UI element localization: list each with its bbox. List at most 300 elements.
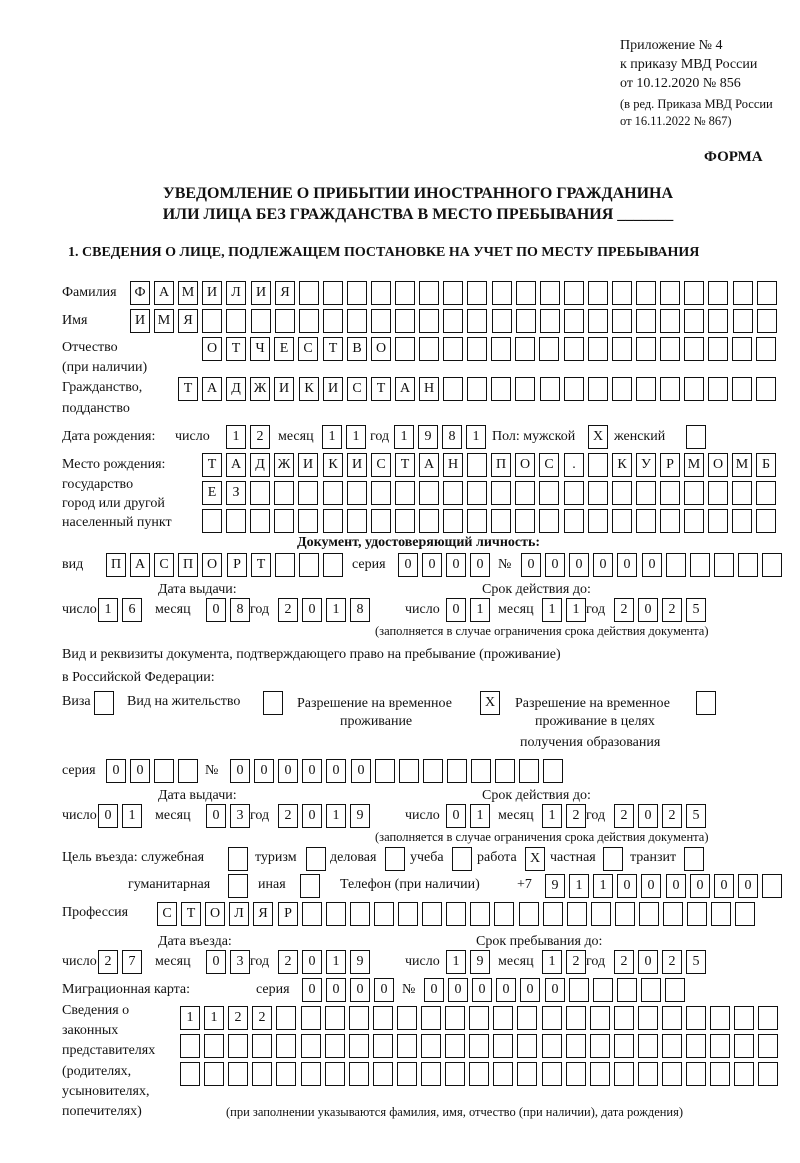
char-box-entry-day[interactable]: 7 — [122, 950, 142, 974]
char-box-birth-place-2[interactable] — [371, 481, 391, 505]
char-box-birth-year[interactable]: 1 — [394, 425, 414, 449]
char-box-id-number[interactable] — [666, 553, 686, 577]
char-box-citizenship[interactable]: А — [202, 377, 222, 401]
char-box-name[interactable] — [467, 309, 487, 333]
char-box-reps-2[interactable] — [614, 1034, 634, 1058]
char-box-entry-year[interactable]: 1 — [326, 950, 346, 974]
char-box-id-issue-year[interactable]: 1 — [326, 598, 346, 622]
char-box-surname[interactable] — [708, 281, 728, 305]
char-box-birth-place-1[interactable]: М — [732, 453, 752, 477]
char-box-name[interactable] — [757, 309, 777, 333]
char-box-surname[interactable] — [612, 281, 632, 305]
char-box-stay-valid-day[interactable]: 0 — [446, 804, 466, 828]
char-box-patronymic[interactable] — [564, 337, 584, 361]
char-box-reps-2[interactable] — [710, 1034, 730, 1058]
char-box-reps-1[interactable] — [614, 1006, 634, 1030]
char-box-id-number[interactable] — [762, 553, 782, 577]
char-box-birth-place-1[interactable]: Т — [395, 453, 415, 477]
char-box-reps-1[interactable] — [662, 1006, 682, 1030]
char-box-citizenship[interactable] — [756, 377, 776, 401]
char-box-until-month[interactable]: 2 — [566, 950, 586, 974]
char-box-birth-place-3[interactable] — [732, 509, 752, 533]
char-box-patronymic[interactable]: О — [202, 337, 222, 361]
char-box-name[interactable] — [323, 309, 343, 333]
char-box-birth-place-1[interactable]: Б — [756, 453, 776, 477]
char-box-birth-place-3[interactable] — [395, 509, 415, 533]
char-box-mc-number[interactable]: 0 — [545, 978, 565, 1002]
char-box-id-issue-year[interactable]: 8 — [350, 598, 370, 622]
char-box-stay-number[interactable] — [543, 759, 563, 783]
char-box-mc-number[interactable] — [569, 978, 589, 1002]
char-box-reps-3[interactable] — [204, 1062, 224, 1086]
char-box-profession[interactable]: Т — [181, 902, 201, 926]
char-box-name[interactable] — [251, 309, 271, 333]
char-box-profession[interactable] — [519, 902, 539, 926]
char-box-reps-1[interactable] — [421, 1006, 441, 1030]
char-box-reps-1[interactable] — [517, 1006, 537, 1030]
char-box-reps-1[interactable] — [686, 1006, 706, 1030]
char-box-name[interactable] — [299, 309, 319, 333]
char-box-reps-2[interactable] — [373, 1034, 393, 1058]
char-box-stay-issue-day[interactable]: 0 — [98, 804, 118, 828]
char-box-patronymic[interactable]: Е — [274, 337, 294, 361]
char-box-citizenship[interactable]: К — [299, 377, 319, 401]
char-box-patronymic[interactable] — [708, 337, 728, 361]
char-box-citizenship[interactable]: И — [323, 377, 343, 401]
char-box-stay-number[interactable]: 0 — [326, 759, 346, 783]
char-box-entry-year[interactable]: 2 — [278, 950, 298, 974]
char-box-patronymic[interactable] — [684, 337, 704, 361]
char-box-reps-2[interactable] — [252, 1034, 272, 1058]
char-box-until-year[interactable]: 0 — [638, 950, 658, 974]
char-box-stay-valid-year[interactable]: 0 — [638, 804, 658, 828]
char-box-birth-place-1[interactable]: У — [636, 453, 656, 477]
char-box-reps-3[interactable] — [566, 1062, 586, 1086]
char-box-name[interactable] — [708, 309, 728, 333]
char-box-reps-3[interactable] — [590, 1062, 610, 1086]
char-box-birth-place-3[interactable] — [756, 509, 776, 533]
char-box-id-kind[interactable]: П — [178, 553, 198, 577]
char-box-birth-place-3[interactable] — [539, 509, 559, 533]
char-box-birth-place-3[interactable] — [250, 509, 270, 533]
char-box-name[interactable] — [733, 309, 753, 333]
char-box-entry-month[interactable]: 3 — [230, 950, 250, 974]
char-box-id-kind[interactable] — [299, 553, 319, 577]
char-box-reps-1[interactable] — [710, 1006, 730, 1030]
char-box-birth-place-3[interactable] — [612, 509, 632, 533]
char-box-until-day[interactable]: 9 — [470, 950, 490, 974]
char-box-name[interactable] — [347, 309, 367, 333]
char-box-reps-2[interactable] — [517, 1034, 537, 1058]
char-box-surname[interactable]: М — [178, 281, 198, 305]
char-box-surname[interactable] — [757, 281, 777, 305]
char-box-surname[interactable] — [636, 281, 656, 305]
char-box-id-kind[interactable]: П — [106, 553, 126, 577]
char-box-birth-place-1[interactable]: И — [298, 453, 318, 477]
char-box-citizenship[interactable] — [612, 377, 632, 401]
char-box-profession[interactable]: Л — [229, 902, 249, 926]
char-box-reps-3[interactable] — [710, 1062, 730, 1086]
char-box-stay-number[interactable] — [423, 759, 443, 783]
char-box-profession[interactable]: С — [157, 902, 177, 926]
char-box-patronymic[interactable] — [539, 337, 559, 361]
char-box-citizenship[interactable]: Т — [178, 377, 198, 401]
char-box-patronymic[interactable] — [491, 337, 511, 361]
char-box-entry-day[interactable]: 2 — [98, 950, 118, 974]
char-box-birth-place-2[interactable] — [684, 481, 704, 505]
char-box-reps-2[interactable] — [276, 1034, 296, 1058]
char-box-reps-3[interactable] — [301, 1062, 321, 1086]
char-box-profession[interactable] — [615, 902, 635, 926]
char-box-phone[interactable]: 0 — [641, 874, 661, 898]
char-box-stay-number[interactable]: 0 — [230, 759, 250, 783]
char-box-mc-number[interactable] — [617, 978, 637, 1002]
char-box-surname[interactable]: И — [202, 281, 222, 305]
char-box-surname[interactable] — [684, 281, 704, 305]
char-box-id-number[interactable] — [714, 553, 734, 577]
char-box-name[interactable] — [684, 309, 704, 333]
char-box-phone[interactable]: 0 — [690, 874, 710, 898]
char-box-profession[interactable] — [591, 902, 611, 926]
char-box-birth-place-3[interactable] — [323, 509, 343, 533]
char-box-mc-number[interactable] — [665, 978, 685, 1002]
char-box-surname[interactable]: Я — [275, 281, 295, 305]
char-box-reps-2[interactable] — [204, 1034, 224, 1058]
char-box-name[interactable] — [419, 309, 439, 333]
char-box-reps-3[interactable] — [397, 1062, 417, 1086]
char-box-birth-place-2[interactable] — [443, 481, 463, 505]
char-box-id-valid-year[interactable]: 2 — [614, 598, 634, 622]
char-box-birth-year[interactable]: 9 — [418, 425, 438, 449]
char-box-name[interactable] — [516, 309, 536, 333]
char-box-id-number[interactable]: 0 — [545, 553, 565, 577]
char-box-profession[interactable] — [398, 902, 418, 926]
char-box-surname[interactable] — [516, 281, 536, 305]
char-box-citizenship[interactable]: А — [395, 377, 415, 401]
char-box-patronymic[interactable]: С — [298, 337, 318, 361]
char-box-reps-3[interactable] — [614, 1062, 634, 1086]
char-box-id-kind[interactable]: А — [130, 553, 150, 577]
char-box-mc-number[interactable] — [593, 978, 613, 1002]
char-box-phone[interactable] — [762, 874, 782, 898]
char-box-surname[interactable] — [323, 281, 343, 305]
checkbox-p-study[interactable] — [452, 847, 472, 871]
char-box-until-month[interactable]: 1 — [542, 950, 562, 974]
char-box-stay-series[interactable]: 0 — [106, 759, 126, 783]
char-box-citizenship[interactable] — [467, 377, 487, 401]
char-box-stay-valid-year[interactable]: 2 — [662, 804, 682, 828]
char-box-name[interactable] — [588, 309, 608, 333]
char-box-mc-series[interactable]: 0 — [302, 978, 322, 1002]
char-box-reps-1[interactable] — [301, 1006, 321, 1030]
char-box-birth-place-2[interactable] — [756, 481, 776, 505]
char-box-reps-3[interactable] — [686, 1062, 706, 1086]
checkbox-p-tourism[interactable] — [306, 847, 326, 871]
char-box-id-number[interactable]: 0 — [521, 553, 541, 577]
char-box-reps-3[interactable] — [662, 1062, 682, 1086]
char-box-name[interactable] — [443, 309, 463, 333]
char-box-patronymic[interactable] — [419, 337, 439, 361]
char-box-profession[interactable] — [374, 902, 394, 926]
char-box-phone[interactable]: 0 — [666, 874, 686, 898]
char-box-stay-number[interactable]: 0 — [302, 759, 322, 783]
char-box-surname[interactable]: Ф — [130, 281, 150, 305]
char-box-reps-1[interactable] — [493, 1006, 513, 1030]
char-box-birth-day[interactable]: 1 — [226, 425, 246, 449]
char-box-birth-place-2[interactable] — [395, 481, 415, 505]
char-box-birth-place-3[interactable] — [564, 509, 584, 533]
checkbox-trp-edu[interactable] — [696, 691, 716, 715]
checkbox-sex-female[interactable] — [686, 425, 706, 449]
char-box-patronymic[interactable]: О — [371, 337, 391, 361]
char-box-phone[interactable]: 1 — [593, 874, 613, 898]
char-box-reps-2[interactable] — [469, 1034, 489, 1058]
char-box-birth-place-1[interactable]: С — [371, 453, 391, 477]
char-box-birth-place-2[interactable] — [660, 481, 680, 505]
char-box-id-number[interactable] — [690, 553, 710, 577]
char-box-reps-3[interactable] — [445, 1062, 465, 1086]
char-box-birth-place-2[interactable] — [732, 481, 752, 505]
char-box-reps-2[interactable] — [301, 1034, 321, 1058]
char-box-stay-issue-year[interactable]: 1 — [326, 804, 346, 828]
char-box-reps-1[interactable] — [445, 1006, 465, 1030]
char-box-citizenship[interactable] — [684, 377, 704, 401]
char-box-reps-2[interactable] — [397, 1034, 417, 1058]
char-box-birth-place-1[interactable]: С — [539, 453, 559, 477]
char-box-profession[interactable] — [543, 902, 563, 926]
char-box-birth-place-1[interactable]: М — [684, 453, 704, 477]
char-box-name[interactable] — [371, 309, 391, 333]
char-box-profession[interactable] — [470, 902, 490, 926]
char-box-mc-number[interactable]: 0 — [496, 978, 516, 1002]
char-box-id-issue-day[interactable]: 1 — [98, 598, 118, 622]
char-box-name[interactable] — [275, 309, 295, 333]
char-box-reps-1[interactable] — [349, 1006, 369, 1030]
char-box-birth-place-3[interactable] — [202, 509, 222, 533]
char-box-birth-place-1[interactable]: А — [419, 453, 439, 477]
char-box-phone[interactable]: 0 — [738, 874, 758, 898]
char-box-birth-place-3[interactable] — [708, 509, 728, 533]
char-box-patronymic[interactable] — [588, 337, 608, 361]
char-box-patronymic[interactable] — [395, 337, 415, 361]
char-box-phone[interactable]: 1 — [569, 874, 589, 898]
char-box-stay-number[interactable]: 0 — [254, 759, 274, 783]
char-box-id-kind[interactable] — [275, 553, 295, 577]
char-box-birth-place-2[interactable] — [347, 481, 367, 505]
char-box-surname[interactable] — [540, 281, 560, 305]
char-box-reps-3[interactable] — [276, 1062, 296, 1086]
char-box-surname[interactable] — [733, 281, 753, 305]
char-box-birth-year[interactable]: 1 — [466, 425, 486, 449]
char-box-reps-3[interactable] — [734, 1062, 754, 1086]
char-box-id-number[interactable]: 0 — [642, 553, 662, 577]
char-box-patronymic[interactable]: В — [347, 337, 367, 361]
char-box-profession[interactable]: О — [205, 902, 225, 926]
char-box-birth-place-3[interactable] — [419, 509, 439, 533]
char-box-birth-year[interactable]: 8 — [442, 425, 462, 449]
char-box-id-kind[interactable]: О — [202, 553, 222, 577]
char-box-name[interactable]: М — [154, 309, 174, 333]
char-box-stay-valid-year[interactable]: 2 — [614, 804, 634, 828]
char-box-reps-1[interactable] — [566, 1006, 586, 1030]
char-box-reps-2[interactable] — [590, 1034, 610, 1058]
char-box-birth-place-1[interactable] — [467, 453, 487, 477]
char-box-reps-1[interactable] — [638, 1006, 658, 1030]
char-box-reps-1[interactable]: 1 — [180, 1006, 200, 1030]
char-box-profession[interactable] — [446, 902, 466, 926]
char-box-reps-3[interactable] — [758, 1062, 778, 1086]
char-box-citizenship[interactable]: Д — [226, 377, 246, 401]
char-box-reps-3[interactable] — [469, 1062, 489, 1086]
char-box-patronymic[interactable]: Ч — [250, 337, 270, 361]
char-box-citizenship[interactable]: Т — [371, 377, 391, 401]
char-box-reps-1[interactable]: 2 — [252, 1006, 272, 1030]
char-box-name[interactable] — [395, 309, 415, 333]
checkbox-residence[interactable] — [263, 691, 283, 715]
char-box-surname[interactable]: А — [154, 281, 174, 305]
char-box-id-valid-year[interactable]: 0 — [638, 598, 658, 622]
char-box-reps-1[interactable] — [590, 1006, 610, 1030]
char-box-stay-issue-month[interactable]: 3 — [230, 804, 250, 828]
char-box-profession[interactable] — [711, 902, 731, 926]
char-box-reps-1[interactable] — [469, 1006, 489, 1030]
char-box-entry-year[interactable]: 0 — [302, 950, 322, 974]
char-box-name[interactable] — [226, 309, 246, 333]
char-box-birth-place-1[interactable]: П — [491, 453, 511, 477]
char-box-reps-3[interactable] — [325, 1062, 345, 1086]
char-box-profession[interactable]: Я — [253, 902, 273, 926]
char-box-patronymic[interactable] — [443, 337, 463, 361]
char-box-reps-1[interactable]: 1 — [204, 1006, 224, 1030]
char-box-until-year[interactable]: 2 — [662, 950, 682, 974]
char-box-id-number[interactable]: 0 — [593, 553, 613, 577]
char-box-surname[interactable] — [419, 281, 439, 305]
checkbox-visa[interactable] — [94, 691, 114, 715]
char-box-phone[interactable]: 0 — [714, 874, 734, 898]
char-box-citizenship[interactable] — [732, 377, 752, 401]
char-box-patronymic[interactable] — [515, 337, 535, 361]
char-box-patronymic[interactable] — [636, 337, 656, 361]
char-box-id-series[interactable]: 0 — [422, 553, 442, 577]
char-box-birth-place-2[interactable] — [612, 481, 632, 505]
char-box-birth-place-2[interactable] — [250, 481, 270, 505]
char-box-reps-3[interactable] — [638, 1062, 658, 1086]
checkbox-p-transit[interactable] — [684, 847, 704, 871]
char-box-reps-2[interactable] — [421, 1034, 441, 1058]
char-box-reps-2[interactable] — [638, 1034, 658, 1058]
char-box-mc-number[interactable]: 0 — [472, 978, 492, 1002]
char-box-id-number[interactable] — [738, 553, 758, 577]
char-box-id-kind[interactable]: С — [154, 553, 174, 577]
char-box-birth-place-3[interactable] — [491, 509, 511, 533]
char-box-reps-2[interactable] — [325, 1034, 345, 1058]
char-box-profession[interactable] — [302, 902, 322, 926]
char-box-citizenship[interactable]: Ж — [250, 377, 270, 401]
char-box-reps-3[interactable] — [517, 1062, 537, 1086]
char-box-name[interactable] — [492, 309, 512, 333]
char-box-patronymic[interactable] — [660, 337, 680, 361]
char-box-name[interactable]: Я — [178, 309, 198, 333]
char-box-surname[interactable] — [564, 281, 584, 305]
char-box-surname[interactable] — [467, 281, 487, 305]
checkbox-p-humanitarian[interactable] — [228, 874, 248, 898]
char-box-surname[interactable] — [299, 281, 319, 305]
char-box-birth-place-3[interactable] — [588, 509, 608, 533]
char-box-stay-series[interactable]: 0 — [130, 759, 150, 783]
char-box-stay-valid-month[interactable]: 2 — [566, 804, 586, 828]
char-box-birth-place-3[interactable] — [298, 509, 318, 533]
checkbox-trp[interactable]: X — [480, 691, 500, 715]
char-box-entry-year[interactable]: 9 — [350, 950, 370, 974]
char-box-surname[interactable] — [660, 281, 680, 305]
char-box-id-valid-year[interactable]: 5 — [686, 598, 706, 622]
char-box-mc-series[interactable]: 0 — [326, 978, 346, 1002]
char-box-reps-2[interactable] — [228, 1034, 248, 1058]
char-box-patronymic[interactable] — [612, 337, 632, 361]
char-box-patronymic[interactable]: Т — [323, 337, 343, 361]
char-box-reps-2[interactable] — [734, 1034, 754, 1058]
char-box-profession[interactable] — [350, 902, 370, 926]
char-box-birth-place-1[interactable]: Н — [443, 453, 463, 477]
checkbox-p-other[interactable] — [300, 874, 320, 898]
char-box-profession[interactable]: Р — [278, 902, 298, 926]
char-box-stay-number[interactable]: 0 — [278, 759, 298, 783]
char-box-mc-number[interactable] — [641, 978, 661, 1002]
char-box-id-issue-year[interactable]: 0 — [302, 598, 322, 622]
char-box-name[interactable] — [202, 309, 222, 333]
char-box-reps-3[interactable] — [349, 1062, 369, 1086]
char-box-surname[interactable] — [588, 281, 608, 305]
char-box-id-series[interactable]: 0 — [398, 553, 418, 577]
char-box-stay-valid-year[interactable]: 5 — [686, 804, 706, 828]
char-box-surname[interactable] — [347, 281, 367, 305]
char-box-birth-place-1[interactable]: Т — [202, 453, 222, 477]
char-box-stay-number[interactable] — [447, 759, 467, 783]
char-box-id-number[interactable]: 0 — [617, 553, 637, 577]
char-box-citizenship[interactable] — [636, 377, 656, 401]
char-box-stay-number[interactable] — [399, 759, 419, 783]
char-box-patronymic[interactable] — [756, 337, 776, 361]
char-box-stay-number[interactable] — [519, 759, 539, 783]
char-box-reps-3[interactable] — [252, 1062, 272, 1086]
char-box-citizenship[interactable]: Н — [419, 377, 439, 401]
char-box-birth-place-1[interactable]: Р — [660, 453, 680, 477]
char-box-citizenship[interactable]: И — [274, 377, 294, 401]
char-box-birth-place-3[interactable] — [684, 509, 704, 533]
char-box-citizenship[interactable] — [491, 377, 511, 401]
checkbox-p-business[interactable] — [385, 847, 405, 871]
char-box-birth-place-3[interactable] — [636, 509, 656, 533]
char-box-birth-place-2[interactable] — [298, 481, 318, 505]
char-box-reps-2[interactable] — [542, 1034, 562, 1058]
char-box-profession[interactable] — [422, 902, 442, 926]
char-box-id-issue-day[interactable]: 6 — [122, 598, 142, 622]
char-box-name[interactable] — [660, 309, 680, 333]
char-box-stay-issue-day[interactable]: 1 — [122, 804, 142, 828]
char-box-birth-place-2[interactable] — [708, 481, 728, 505]
char-box-stay-valid-day[interactable]: 1 — [470, 804, 490, 828]
char-box-profession[interactable] — [326, 902, 346, 926]
char-box-stay-number[interactable] — [471, 759, 491, 783]
char-box-id-kind[interactable] — [323, 553, 343, 577]
char-box-birth-place-3[interactable] — [274, 509, 294, 533]
char-box-birth-place-2[interactable] — [274, 481, 294, 505]
char-box-reps-2[interactable] — [180, 1034, 200, 1058]
char-box-profession[interactable] — [687, 902, 707, 926]
char-box-citizenship[interactable] — [660, 377, 680, 401]
char-box-birth-place-2[interactable] — [636, 481, 656, 505]
char-box-profession[interactable] — [567, 902, 587, 926]
